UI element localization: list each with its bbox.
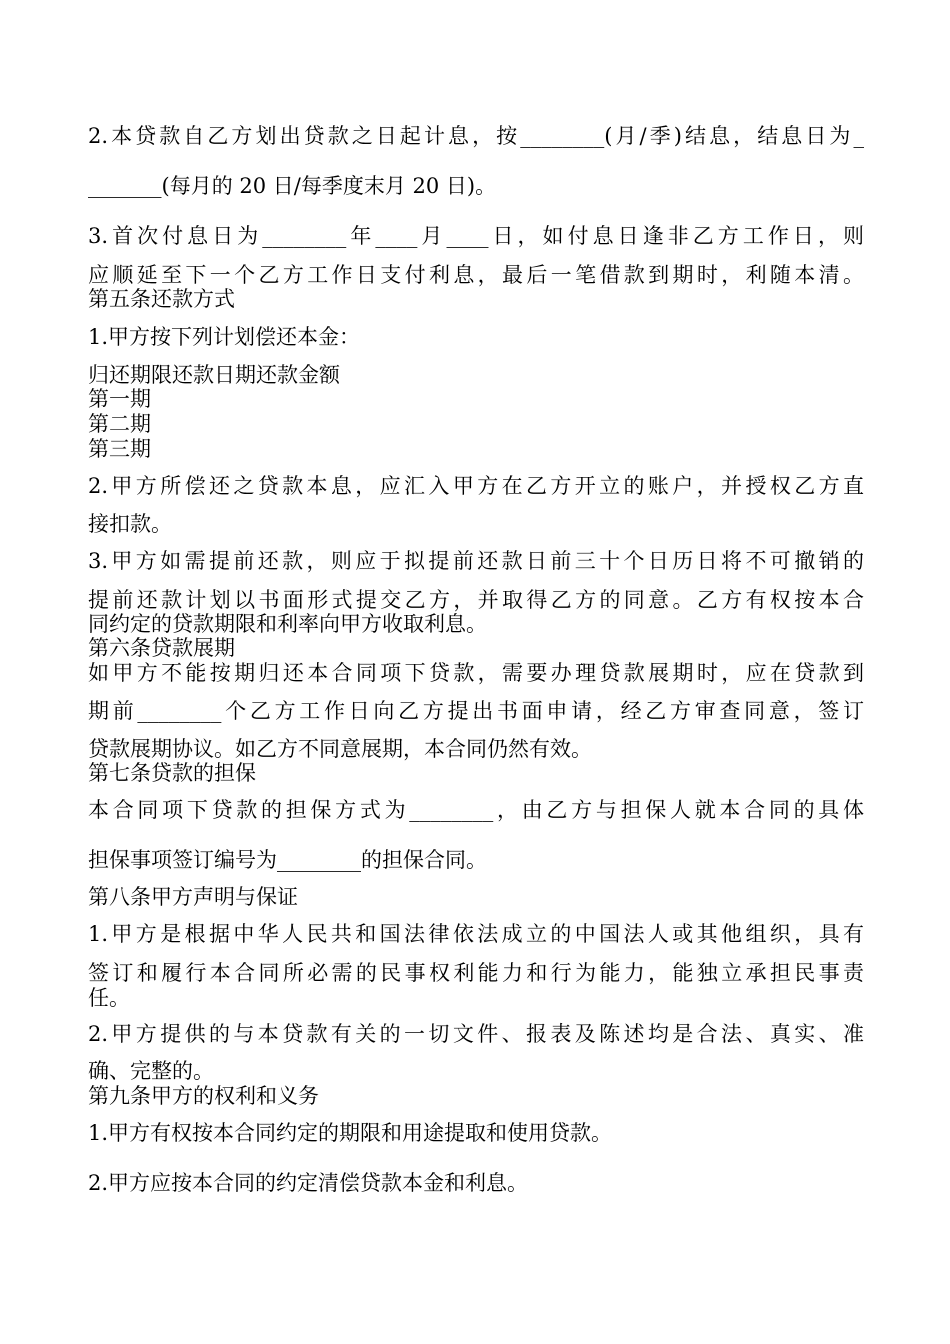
- clause-7-line-2: 担保事项签订编号为________的担保合同。: [88, 848, 487, 872]
- clause-5-item-3-line-1: 3.甲方如需提前还款，则应于拟提前还款日前三十个日历日将不可撤销的: [88, 549, 864, 573]
- section-heading-7: 第七条贷款的担保: [88, 761, 256, 785]
- clause-6-line-1: 如甲方不能按期归还本合同项下贷款，需要办理贷款展期时，应在贷款到: [88, 661, 864, 685]
- section-heading-6: 第六条贷款展期: [88, 636, 235, 660]
- clause-7-line-1: 本合同项下贷款的担保方式为________，由乙方与担保人就本合同的具体: [88, 798, 864, 822]
- clause-8-item-1-line-3: 任。: [88, 986, 130, 1010]
- section-heading-8: 第八条甲方声明与保证: [88, 885, 298, 909]
- section-heading-9: 第九条甲方的权利和义务: [88, 1084, 319, 1108]
- clause-4-item-3-line-2: 应顺延至下一个乙方工作日支付利息，最后一笔借款到期时，利随本清。: [88, 263, 864, 287]
- clause-8-item-1-line-2: 签订和履行本合同所必需的民事权利能力和行为能力，能独立承担民事责: [88, 961, 864, 985]
- clause-9-item-2: 2.甲方应按本合同的约定清偿贷款本金和利息。: [88, 1171, 529, 1195]
- clause-5-item-3-line-3: 同约定的贷款期限和利率向甲方收取利息。: [88, 612, 487, 636]
- repayment-period-2: 第二期: [88, 412, 151, 436]
- clause-5-item-3-line-2: 提前还款计划以书面形式提交乙方，并取得乙方的同意。乙方有权按本合: [88, 588, 864, 612]
- clause-8-item-2-line-2: 确、完整的。: [88, 1059, 214, 1083]
- clause-9-item-1: 1.甲方有权按本合同约定的期限和用途提取和使用贷款。: [88, 1121, 613, 1145]
- repayment-period-1: 第一期: [88, 387, 151, 411]
- clause-5-item-2-line-2: 接扣款。: [88, 512, 172, 536]
- clause-4-item-2-line-1: 2.本贷款自乙方划出贷款之日起计息，按________(月/季)结息，结息日为_: [88, 124, 864, 148]
- repayment-period-3: 第三期: [88, 437, 151, 461]
- clause-5-item-1: 1.甲方按下列计划偿还本金：: [88, 325, 361, 349]
- clause-8-item-1-line-1: 1.甲方是根据中华人民共和国法律依法成立的中国法人或其他组织，具有: [88, 922, 864, 946]
- clause-6-line-2: 期前________个乙方工作日向乙方提出书面申请，经乙方审查同意，签订: [88, 699, 864, 723]
- clause-6-line-3: 贷款展期协议。如乙方不同意展期，本合同仍然有效。: [88, 737, 592, 761]
- section-heading-5: 第五条还款方式: [88, 287, 235, 311]
- clause-8-item-2-line-1: 2.甲方提供的与本贷款有关的一切文件、报表及陈述均是合法、真实、准: [88, 1022, 864, 1046]
- repayment-table-header: 归还期限还款日期还款金额: [88, 363, 340, 387]
- clause-4-item-2-line-2: _______(每月的 20 日/每季度末月 20 日)。: [88, 174, 497, 198]
- clause-4-item-3-line-1: 3.首次付息日为________年____月____日，如付息日逢非乙方工作日，则: [88, 224, 864, 248]
- clause-5-item-2-line-1: 2.甲方所偿还之贷款本息，应汇入甲方在乙方开立的账户，并授权乙方直: [88, 474, 864, 498]
